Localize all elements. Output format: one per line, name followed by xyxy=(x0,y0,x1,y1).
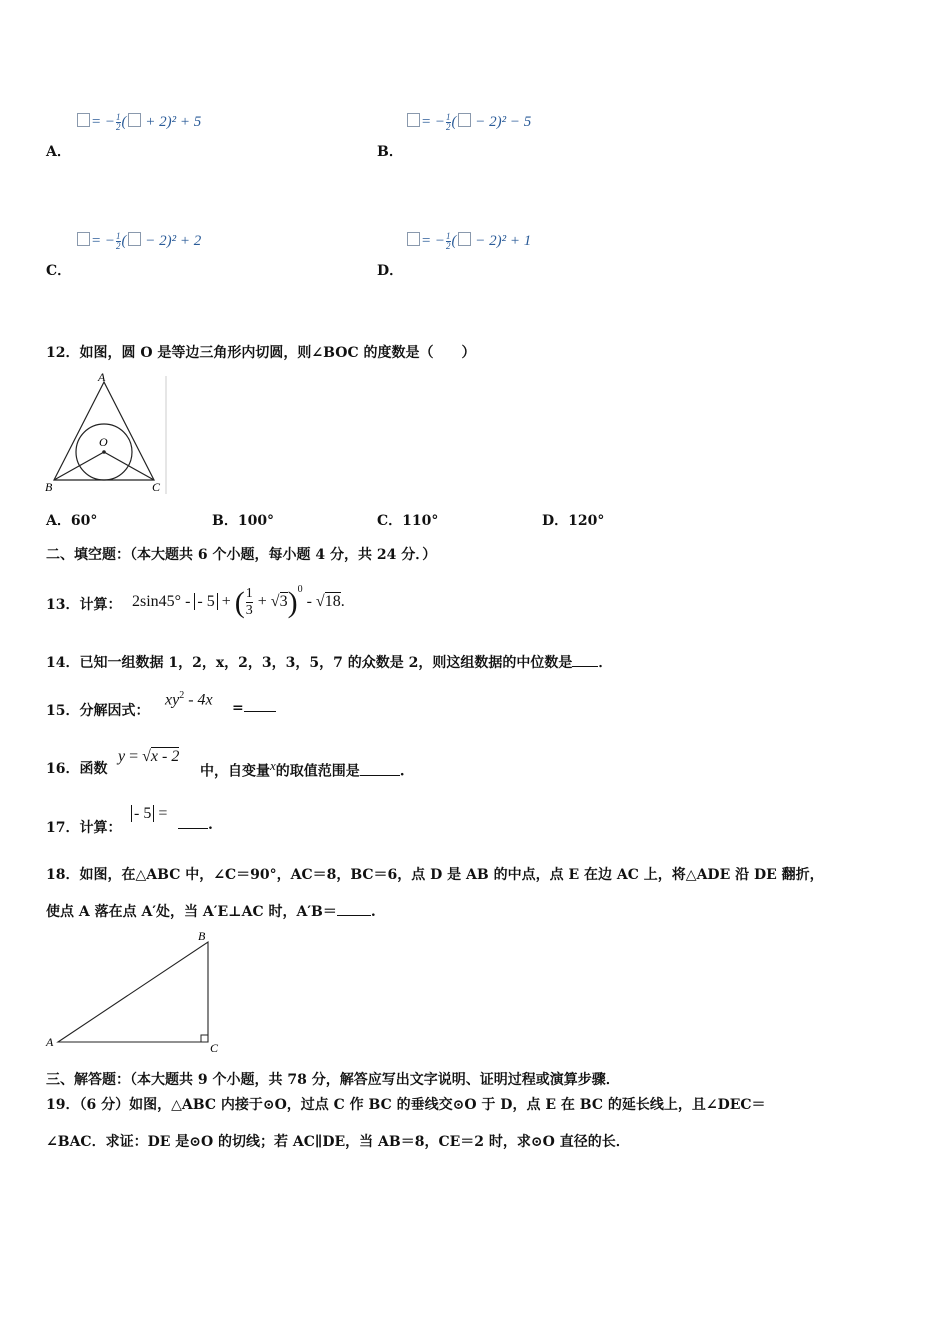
q15-answer-blank[interactable] xyxy=(244,701,276,712)
option-c-formula: = − $\frac{1}{2}$ ( − 2)² + 2 xyxy=(76,232,201,251)
option-b-label: B． xyxy=(377,144,403,160)
question-19-line1: 19．（6 分）如图，△ABC 内接于⊙O，过点 C 作 BC 的垂线交⊙O 于 D，点 E 在 BC 的延长线上，且∠DEC＝ xyxy=(46,1097,766,1113)
option-a-label: A． xyxy=(46,144,71,160)
q18-answer-blank[interactable] xyxy=(337,905,371,916)
question-18-line2: 使点 A 落在点 A′处，当 A′E⊥AC 时，A′B＝ . xyxy=(46,904,376,920)
q12-option-a: A．60° xyxy=(46,513,98,529)
question-16-function: y = √x - 2 xyxy=(118,748,180,765)
placeholder-box-icon xyxy=(128,232,141,246)
q14-answer-blank[interactable] xyxy=(572,656,598,667)
vertex-a-label: A xyxy=(98,370,106,384)
question-15-answer: = xyxy=(232,700,276,716)
vertex-a-label: A xyxy=(46,1035,54,1049)
placeholder-box-icon xyxy=(407,232,420,246)
question-12-text: 12．如图，圆 O 是等边三角形内切圆，则∠BOC 的度数是（ ） xyxy=(46,345,476,361)
option-c-label: C． xyxy=(46,263,72,279)
placeholder-box-icon xyxy=(458,113,471,127)
inscribed-circle-figure xyxy=(44,370,170,496)
question-16-label: 16．函数 xyxy=(46,761,108,777)
section-2-heading: 二、填空题：（本大题共 6 个小题，每小题 4 分，共 24 分．） xyxy=(46,547,437,563)
question-17-label: 17．计算： xyxy=(46,820,122,836)
placeholder-box-icon xyxy=(458,232,471,246)
option-a-formula: = − $\frac{1}{2}$ ( + 2)² + 5 xyxy=(76,113,201,132)
option-b-formula: = − $\frac{1}{2}$ ( − 2)² − 5 xyxy=(406,113,531,132)
q17-answer-blank[interactable] xyxy=(178,818,208,829)
question-16-text: 中，自变量$^x$的取值范围是 . xyxy=(200,758,405,780)
option-d-label: D． xyxy=(377,263,404,279)
question-15-expression: $xy^2 - 4x$ xyxy=(165,690,213,709)
question-19-line2: ∠BAC．求证：DE 是⊙O 的切线；若 AC∥DE，当 AB＝8，CE＝2 时，求⊙O 直径的长． xyxy=(46,1134,630,1150)
question-13-label: 13．计算： xyxy=(46,597,122,613)
placeholder-box-icon xyxy=(407,113,420,127)
q12-option-d: D．120° xyxy=(542,513,605,529)
question-15-label: 15．分解因式： xyxy=(46,703,150,719)
vertex-b-label: B xyxy=(45,480,53,494)
placeholder-box-icon xyxy=(77,232,90,246)
question-14-text: 14．已知一组数据 1，2，x，2，3，3，5，7 的众数是 2，则这组数据的中位数是 ． xyxy=(46,655,613,671)
center-o-label: O xyxy=(99,435,108,449)
vertex-b-label: B xyxy=(198,929,206,943)
vertex-c-label: C xyxy=(152,480,161,494)
q12-option-b: B．100° xyxy=(212,513,275,529)
vertex-c-label: C xyxy=(210,1041,219,1055)
question-18-line1: 18．如图，在△ABC 中，∠C＝90°，AC＝8，BC＝6，点 D 是 AB 的中点，点 E 在边 AC 上，将△ADE 沿 DE 翻折， xyxy=(46,867,824,883)
question-17-expression: - 5 = xyxy=(131,805,167,823)
q16-answer-blank[interactable] xyxy=(360,765,400,776)
question-17-answer: . xyxy=(178,817,213,833)
question-13-expression: 2sin45° - - 5 + ( $\frac{1}{3}$ + √3)$^0$ - √18. xyxy=(132,584,345,619)
q12-option-c: C．110° xyxy=(377,513,439,529)
right-triangle-figure xyxy=(40,928,225,1056)
placeholder-box-icon xyxy=(128,113,141,127)
placeholder-box-icon xyxy=(77,113,90,127)
option-d-formula: = − $\frac{1}{2}$ ( − 2)² + 1 xyxy=(406,232,531,251)
section-3-heading: 三、解答题：（本大题共 9 个小题，共 78 分，解答应写出文字说明、证明过程或演算步骤． xyxy=(46,1072,620,1088)
